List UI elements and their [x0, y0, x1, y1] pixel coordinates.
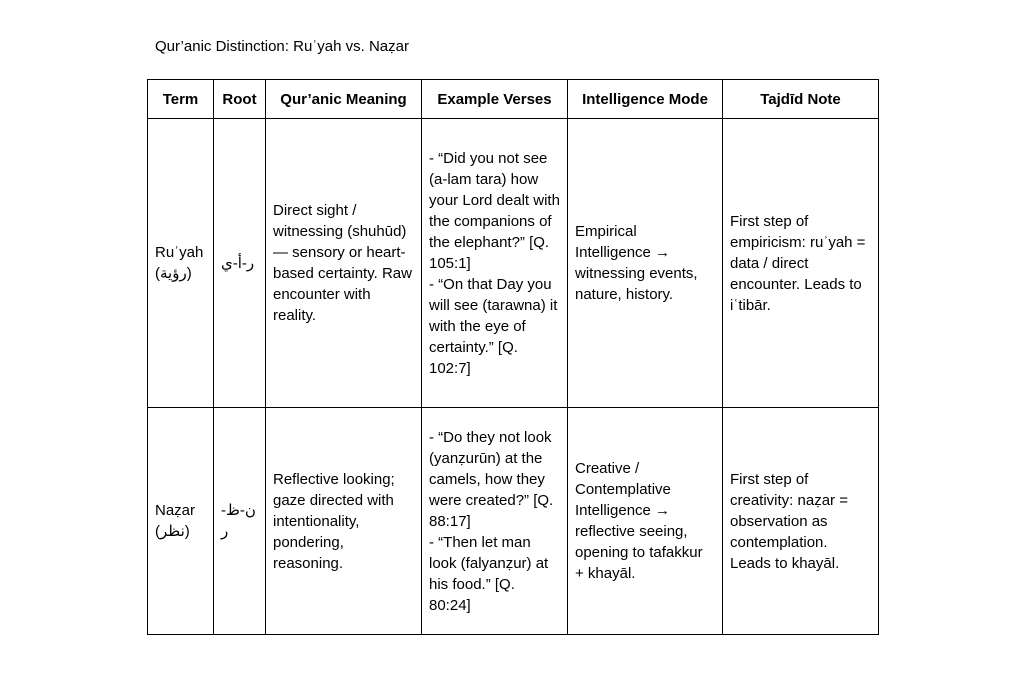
meaning-cell: Direct sight / witnessing (shuhūd) — sensory or heart-based certainty. Raw encounter with reality. — [266, 119, 422, 408]
document-title: Qur’anic Distinction: Ruʾyah vs. Naẓar — [155, 38, 409, 55]
table-row — [148, 408, 879, 635]
root-arabic: ر-أ-ي — [221, 254, 255, 272]
root-arabic: ن-ظ-ر — [221, 502, 256, 540]
verses-cell — [422, 408, 568, 635]
term-latin: Ruʾyah — [155, 244, 204, 261]
header-intelligence-mode: Intelligence Mode — [568, 80, 723, 119]
tajdid-note-cell: First step of empiricism: ruʾyah = data / direct encounter. Leads to iʿtibār. — [723, 119, 879, 408]
term-latin: Naẓar — [155, 502, 196, 519]
root-cell — [214, 408, 266, 635]
header-term: Term — [148, 80, 214, 119]
header-root: Root — [214, 80, 266, 119]
intelligence-mode-cell: Empirical Intelligence → witnessing events, nature, history. — [568, 119, 723, 408]
root-cell — [214, 119, 266, 408]
distinction-table — [147, 79, 879, 635]
verses-cell — [422, 119, 568, 408]
table-row — [148, 119, 879, 408]
header-meaning: Qur’anic Meaning — [266, 80, 422, 119]
intelligence-mode-cell: Creative / Contemplative Intelligence → reflective seeing, opening to tafakkur + khayāl. — [568, 408, 723, 635]
verse-text: - “Then let man look (falyanẓur) at his food.” [Q. 80:24] — [429, 533, 549, 614]
meaning-cell: Reflective looking; gaze directed with intentionality, pondering, reasoning. — [266, 408, 422, 635]
term-cell — [148, 119, 214, 408]
verse-text: - “Did you not see (a-lam tara) how your Lord dealt with the companions of the elephant?” [Q. 105:1] — [429, 149, 560, 272]
header-verses: Example Verses — [422, 80, 568, 119]
header-tajdid-note: Tajdīd Note — [723, 80, 879, 119]
verse-text: - “Do they not look (yanẓurūn) at the camels, how they were created?” [Q. 88:17] — [429, 428, 554, 530]
term-arabic: (رؤية) — [155, 265, 192, 282]
term-cell — [148, 408, 214, 635]
table-header-row — [148, 80, 879, 119]
verse-text: - “On that Day you will see (tarawna) it with the eye of certainty.” [Q. 102:7] — [429, 275, 558, 377]
tajdid-note-cell: First step of creativity: naẓar = observation as contemplation. Leads to khayāl. — [723, 408, 879, 635]
term-arabic: (نظر) — [155, 523, 190, 540]
